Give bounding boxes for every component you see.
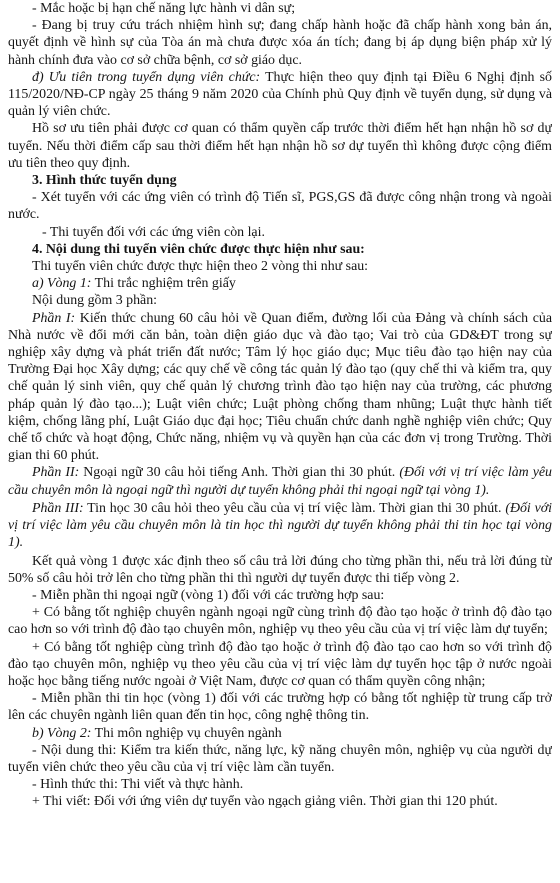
paragraph-priority-documents: Hồ sơ ưu tiên phải được cơ quan có thẩm quyền cấp trước thời điểm hết hạn nhận hồ sơ dự tuyển. Nếu thời điểm cấp sau thời điểm hết hạn nhận hồ sơ dự tuyển thì không được cộng điểm ưu tiên theo quy định. [8, 121, 552, 171]
paragraph-round-2 [8, 725, 552, 742]
paragraph-language-degree: + Có bằng tốt nghiệp chuyên ngành ngoại ngữ cùng trình độ đào tạo hoặc ở trình độ đào tạo cao hơn so với trình độ đào tạo chuyên môn, nghiệp vụ theo yêu cầu của vị trí việc làm dự tuyển; [8, 605, 552, 638]
part-1-text: Kiến thức chung 60 câu hỏi về Quan điểm, đường lối của Đảng và chính sách của Nhà nước về đổi mới căn bản, toàn diện giáo dục và đào tạo; Vai trò của GD&ĐT trong sự nghiệp xây dựng và phát triển đất nước; Tâm lý học giáo dục; Mục tiêu đào tạo hiện nay của Trường Đại học Xây dựng; các quy chế về công tác quản lý đào tạo (quy chế thi và kiểm tra, quy chế quản lý sinh viên, quy chế quản lý chương trình đào tạo hiện nay của trường, các phương pháp quản lý đào tạo...); Luật viên chức; Luật phòng chống tham nhũng; Luật thực hành tiết kiệm, chống lãng phí, Luật Giáo dục đại học; Tiêu chuẩn chức danh nghề nghiệp viên chức; Quy chế tổ chức và hoạt động, Chức năng, nhiệm vụ và quyền hạn của các đơn vị trong Trường. Thời gian thi 60 phút. [8, 310, 552, 464]
part-3-text: Tin học 30 câu hỏi theo yêu cầu của vị trí việc làm. Thời gian thi 30 phút. [83, 500, 506, 516]
paragraph-three-parts: Nội dung gồm 3 phần: [32, 293, 158, 309]
paragraph-foreign-study: + Có bằng tốt nghiệp cùng trình độ đào tạo hoặc ở trình độ đào tạo cao hơn so với trình độ đào tạo chuyên môn, nghiệp vụ theo yêu cầu của vị trí việc làm dự tuyển học tập ở nước ngoài hoặc học bằng tiếng nước ngoài ở Việt Nam, được cơ quan có thẩm quyền công nhận; [8, 639, 552, 689]
part-3-note: (Đối với vị trí việc làm yêu cầu chuyên môn là tin học thì người dự tuyển không phải thi tin học tại vòng 1). [8, 500, 552, 551]
priority-text: Thực hiện theo quy định tại Điều 6 Nghị định số 115/2020/NĐ-CP ngày 25 tháng 9 năm 2020 của Chính phủ Quy định về tuyển dụng, sử dụng và quản lý viên chức. [8, 69, 552, 120]
heading-recruitment-form: 3. Hình thức tuyển dụng [32, 173, 177, 189]
paragraph-it-exemption: - Miễn phần thi tin học (vòng 1) đối với các trường hợp có bằng tốt nghiệp từ trung cấp trở lên các chuyên ngành liên quan đến tin học, công nghệ thông tin. [8, 691, 552, 724]
round-1-text: Thi trắc nghiệm trên giấy [91, 276, 236, 292]
paragraph-part-2 [8, 464, 552, 498]
paragraph-language-exemption: - Miễn phần thi ngoại ngữ (vòng 1) đối với các trường hợp sau: [32, 587, 385, 603]
paragraph-round-1 [8, 275, 552, 292]
paragraph-priority [8, 69, 552, 121]
part-1-label: Phần I: [32, 310, 76, 326]
round-1-label: a) Vòng 1: [32, 276, 92, 292]
part-2-note: (Đối với vị trí việc làm yêu cầu chuyên môn là ngoại ngữ thì người dự tuyển không phải thi ngoại ngữ tại vòng 1). [8, 465, 552, 498]
round-2-label: b) Vòng 2: [32, 725, 92, 741]
part-3-label: Phần III: [32, 500, 84, 516]
heading-exam-content: 4. Nội dung thi tuyển viên chức được thực hiện như sau: [32, 241, 365, 257]
paragraph-exam-others: - Thi tuyển đối với các ứng viên còn lại. [42, 224, 265, 240]
document-page [8, 0, 552, 883]
paragraph-two-rounds: Thi tuyển viên chức được thực hiện theo 2 vòng thi như sau: [32, 259, 369, 275]
paragraph-round-1-result: Kết quả vòng 1 được xác định theo số câu trả lời đúng cho từng phần thi, nếu trả lời đúng từ 50% số câu hỏi trở lên cho từng phần thi thì người dự tuyển được thi tiếp vòng 2. [8, 553, 552, 586]
part-2-text: Ngoại ngữ 30 câu hỏi tiếng Anh. Thời gian thi 30 phút. [79, 465, 400, 481]
paragraph-written-exam: + Thi viết: Đối với ứng viên dự tuyển vào ngạch giảng viên. Thời gian thi 120 phút. [32, 794, 498, 810]
priority-label: đ) Ưu tiên trong tuyển dụng viên chức: [32, 69, 261, 85]
round-2-text: Thi môn nghiệp vụ chuyên ngành [91, 725, 282, 741]
paragraph-part-1 [8, 310, 552, 465]
paragraph-round-2-content: - Nội dung thi: Kiểm tra kiến thức, năng lực, kỹ năng chuyên môn, nghiệp vụ của người dự tuyển viên chức theo yêu cầu của vị trí việc làm cần tuyển. [8, 742, 552, 775]
paragraph-civil-capacity: - Mắc hoặc bị hạn chế năng lực hành vi dân sự; [32, 1, 296, 16]
paragraph-criminal-liability: - Đang bị truy cứu trách nhiệm hình sự; đang chấp hành hoặc đã chấp hành xong bản án, quyết định về hình sự của Tòa án mà chưa được xóa án tích; đang bị áp dụng biện pháp xử lý hành chính đưa vào cơ sở chữa bệnh, cơ sở giáo dục. [8, 18, 552, 68]
paragraph-exam-format: - Hình thức thi: Thi viết và thực hành. [32, 777, 244, 793]
paragraph-selection: - Xét tuyển với các ứng viên có trình độ Tiến sĩ, PGS,GS đã được công nhận trong và ngoài nước. [8, 190, 552, 223]
paragraph-part-3 [8, 500, 552, 552]
part-2-label: Phần II: [32, 465, 80, 481]
